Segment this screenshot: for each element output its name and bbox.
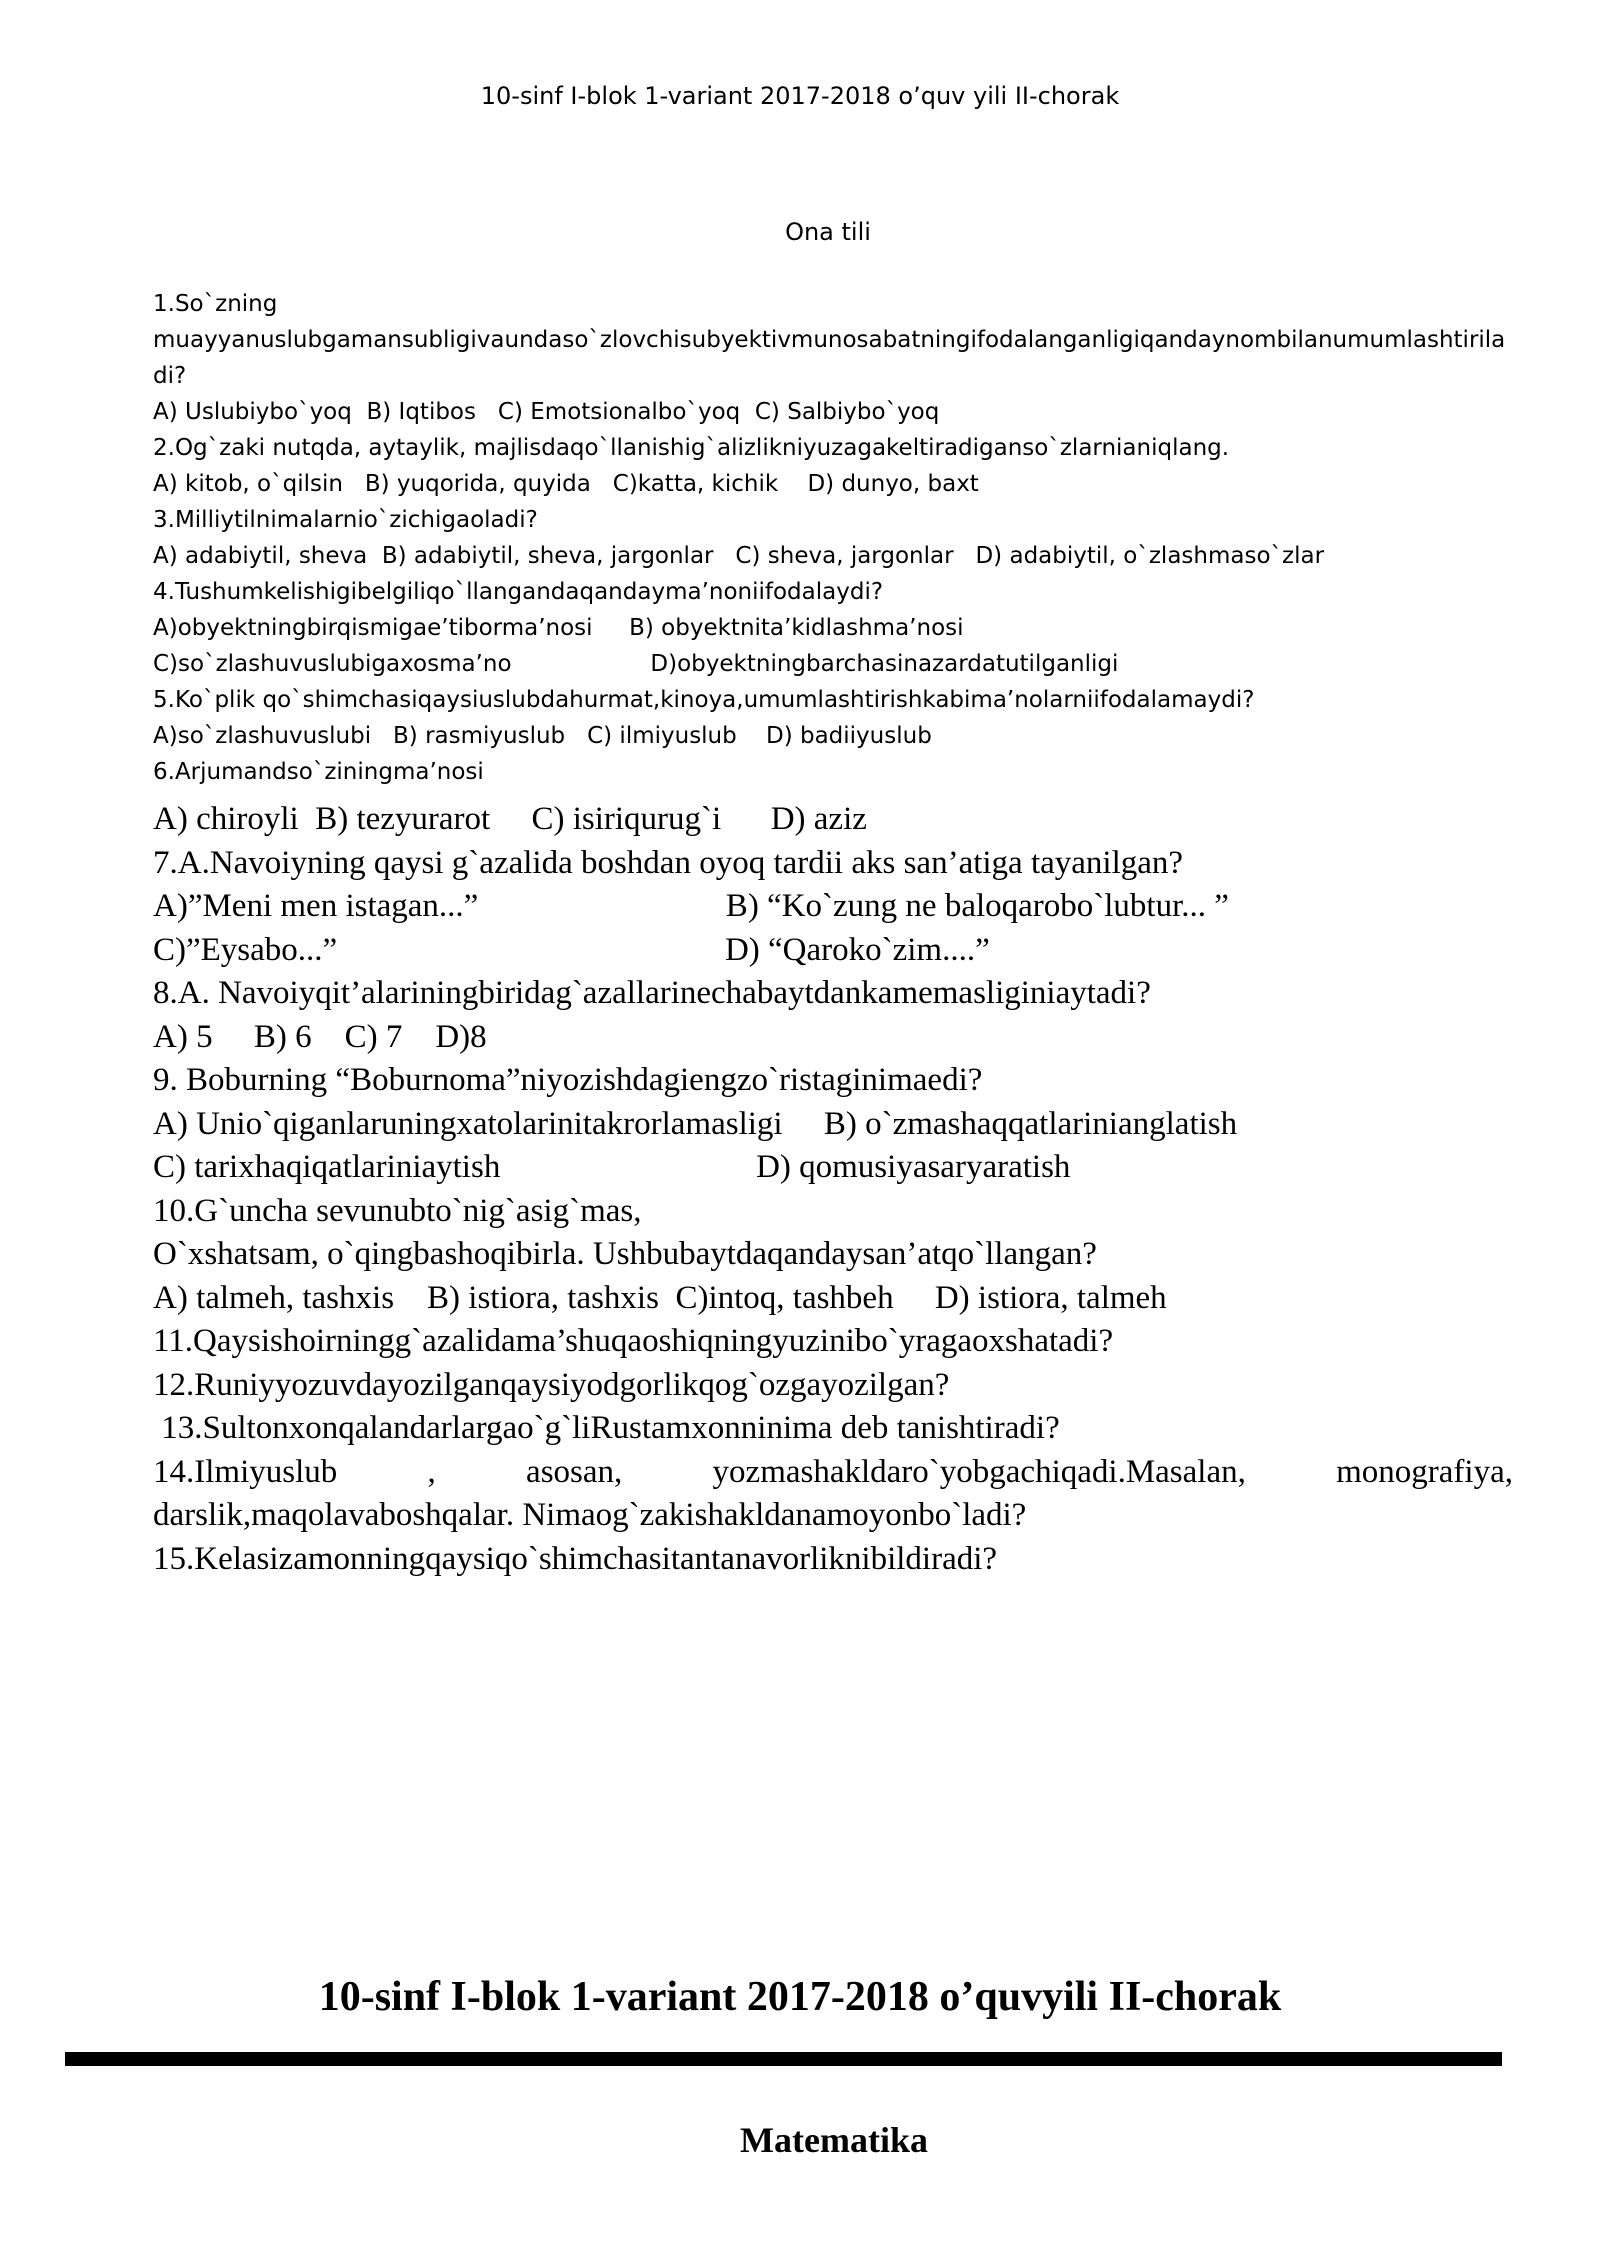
question-line: 9. Boburning “Boburnoma”niyozishdagiengzo`ristaginimaedi? <box>153 1062 983 1098</box>
answer-options: C)so`zlashuvuslubigaxosma’no D)obyektningbarchasinazardatutilganligi <box>153 651 1119 677</box>
question-line: muayyanuslubgamansubligivaundaso`zlovchisubyektivmunosabatningifodalanganligiqandaynombilanumumlashtiriladi? <box>153 327 1506 389</box>
question-line: 15.Kelasizamonningqaysiqo`shimchasitantanavorliknibildiradi? <box>153 1540 998 1577</box>
page-header: 10-sinf I-blok 1-variant 2017-2018 o’quv yili II-chorak <box>480 82 1120 110</box>
question-line: 10.G`uncha sevunubto`nig`asig`mas, <box>153 1192 642 1229</box>
answer-options: A)”Meni men istagan...” B) “Ko`zung ne baloqarobo`lubtur... ” <box>153 888 1229 924</box>
answer-options: A) kitob, o`qilsin B) yuqorida, quyida C)katta, kichik D) dunyo, baxt <box>153 471 979 497</box>
question-line: 2.Og`zaki nutqda, aytaylik, majlisdaqo`llanishig`alizlikniyuzagakeltiradiganso`zlarnianiqlang. <box>153 435 1230 461</box>
question-line: 13.Sultonxonqalandarlargao`g`liRustamxonninima deb tanishtiradi? <box>153 1410 1060 1446</box>
horizontal-rule <box>65 2052 1502 2066</box>
question-line: 7.A.Navoiyning qaysi g`azalida boshdan oyoq tardii aks san’atiga tayanilgan? <box>153 844 1184 881</box>
question-line: 14.Ilmiyuslub , asosan, yozmashakldaro`yobgachiqadi.Masalan, monografiya, <box>153 1453 1513 1490</box>
questions-section-2 <box>153 798 1513 1581</box>
question-line: 12.Runiyyozuvdayozilganqaysiyodgorlikqog`ozgayozilgan? <box>153 1366 950 1403</box>
answer-options: A) Uslubiybo`yoq B) Iqtibos C) Emotsionalbo`yoq C) Salbiybo`yoq <box>153 399 940 425</box>
question-line: 11.Qaysishoirningg`azalidama’shuqaoshiqningyuzinibo`yragaoxshatadi? <box>153 1323 1114 1359</box>
question-line: 1.So`zning <box>153 291 278 317</box>
answer-options: A)so`zlashuvuslubi B) rasmiyuslub C) ilmiyuslub D) badiiyuslub <box>153 723 932 749</box>
answer-options: C) tarixhaqiqatlariniaytish D) qomusiyasaryaratish <box>153 1149 1071 1185</box>
answer-options: A) chiroyli B) tezyurarot C) isiriqurug`i D) aziz <box>153 801 867 837</box>
answer-options: A) talmeh, tashxis B) istiora, tashxis C)intoq, tashbeh D) istiora, talmeh <box>153 1279 1167 1316</box>
question-line: O`xshatsam, o`qingbashoqibirla. Ushbubaytdaqandaysan’atqo`llangan? <box>153 1236 1097 1272</box>
subject-title: Ona tili <box>785 218 871 246</box>
next-subject-title: Matematika <box>740 2120 928 2160</box>
question-line: 5.Ko`plik qo`shimchasiqaysiuslubdahurmat,kinoya,umumlashtirishkabima’nolarniifodalamaydi? <box>153 687 1255 713</box>
question-line: 3.Milliytilnimalarnio`zichigaoladi? <box>153 507 538 533</box>
answer-options: A) adabiytil, sheva B) adabiytil, sheva, jargonlar C) sheva, jargonlar D) adabiytil, o`zlashmaso`zlar <box>153 543 1325 569</box>
questions-section-1 <box>153 286 1513 790</box>
question-line: 4.Tushumkelishigibelgiliqo`llangandaqandayma’noniifodalaydi? <box>153 579 884 605</box>
answer-options: A) 5 B) 6 C) 7 D)8 <box>153 1018 487 1055</box>
section-title: 10-sinf I-blok 1-variant 2017-2018 o’quvyili II-chorak <box>318 1974 1282 2020</box>
question-line: darslik,maqolavaboshqalar. Nimaog`zakishakldanamoyonbo`ladi? <box>153 1497 1027 1533</box>
question-line: 8.A. Navoiyqit’alariningbiridag`azallarinechabaytdankamemasliginiaytadi? <box>153 975 1151 1011</box>
question-line: 6.Arjumandso`ziningma’nosi <box>153 759 484 785</box>
answer-options: A) Unio`qiganlaruningxatolarinitakrorlamasligi B) o`zmashaqqatlarinianglatish <box>153 1105 1238 1142</box>
answer-options: C)”Eysabo...” D) “Qaroko`zim....” <box>153 931 990 968</box>
answer-options: A)obyektningbirqismigae’tiborma’nosi B) obyektnita’kidlashma’nosi <box>153 615 964 641</box>
